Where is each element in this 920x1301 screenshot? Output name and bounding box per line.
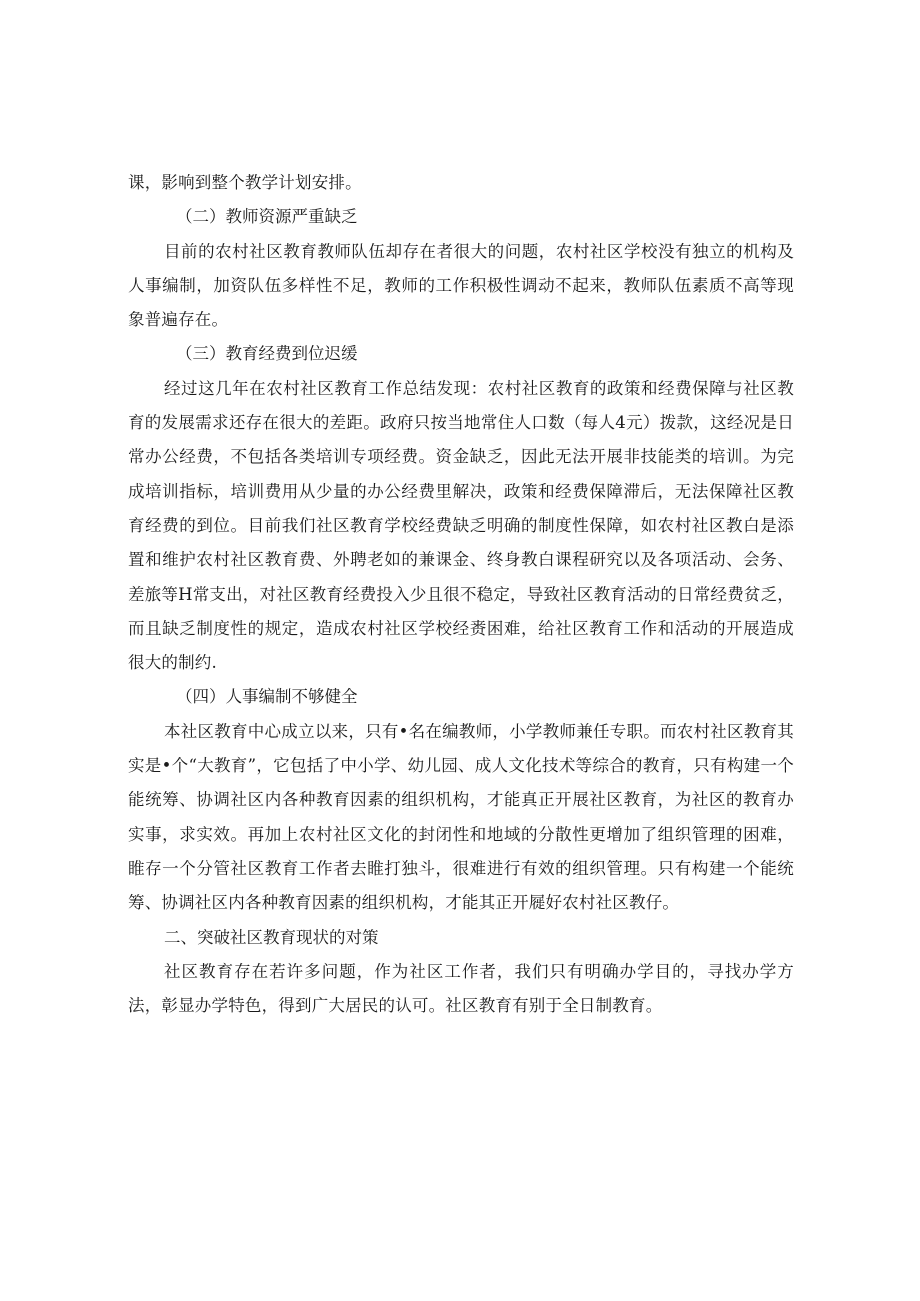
- paragraph-countermeasures: 社区教育存在若许多问题，作为社区工作者，我们只有明确办学目的，寻找办学方法，彰显办学特色，得到广大居民的认可。社区教育有别于全日制教育。: [128, 961, 794, 1016]
- section-heading-countermeasures: 二、突破社区教育现状的对策: [164, 927, 379, 947]
- section-heading-teachers: （二）教师资源严重缺乏: [176, 207, 358, 227]
- paragraph-continuation: 课，影响到整个教学计划安排。: [128, 173, 362, 192]
- paragraph-staffing: 本社区教育中心成立以来，只有•名在编教师，小学教师兼任专职。而农村社区教育其实是•个“大教育”，它包括了中小学、幼儿园、成人文化技术等综合的教育，只有构建一个能统筹、协调社区内各种教育因素的组织机构，才能真正开展社区教育，为社区的教育办实事，求实效。再加上农村社区文化的封闭性和地域的分散性更增加了组织管理的困难，睢存一个分管社区教育工作者去睢打独斗，很难进行有效的组织管理。只有构建一个能统筹、协调社区内各种教育因素的组织机构，才能其正开屣好农村社区教仔。: [128, 721, 794, 913]
- section-heading-staffing: （四）人事编制不够健全: [176, 687, 358, 707]
- paragraph-teachers: 目前的农村社区教育教师队伍却存在者很大的问题，农村社区学校没有独立的机构及人事编制，加资队伍多样性不足，教师的工作积极性调动不起来，教师队伍素质不高等现象普遍存在。: [128, 241, 794, 330]
- paragraph-funding: 经过这几年在农村社区教育工作总结发现：农村社区教育的政策和经费保障与社区教育的发展需求还存在很大的差距。政府只按当地常住人口数（每人4元）拨款，这经况是日常办公经费，不包括各类培训专项经费。资金缺乏，因此无法开展非技能类的培训。为完成培训指标，培训费用从少量的办公经费里解决，政策和经费保障滞后，无法保障社区教育经费的到位。目前我们社区教育学校经费缺乏明确的制度性保障，如农村社区教白是添置和维护农村社区教育费、外聘老如的兼课金、终身教白课程研究以及各项活动、会务、差旅等H常支出，对社区教育经费投入少且很不稳定，导致社区教育活动的日常经费贫乏，而且缺乏制度性的规定，造成农村社区学校经赉困难，给社区教育工作和活动的开展造成很大的制约.: [128, 378, 794, 673]
- section-heading-funding: （三）教育经费到位迟缓: [176, 344, 358, 364]
- document-body: [128, 166, 794, 1023]
